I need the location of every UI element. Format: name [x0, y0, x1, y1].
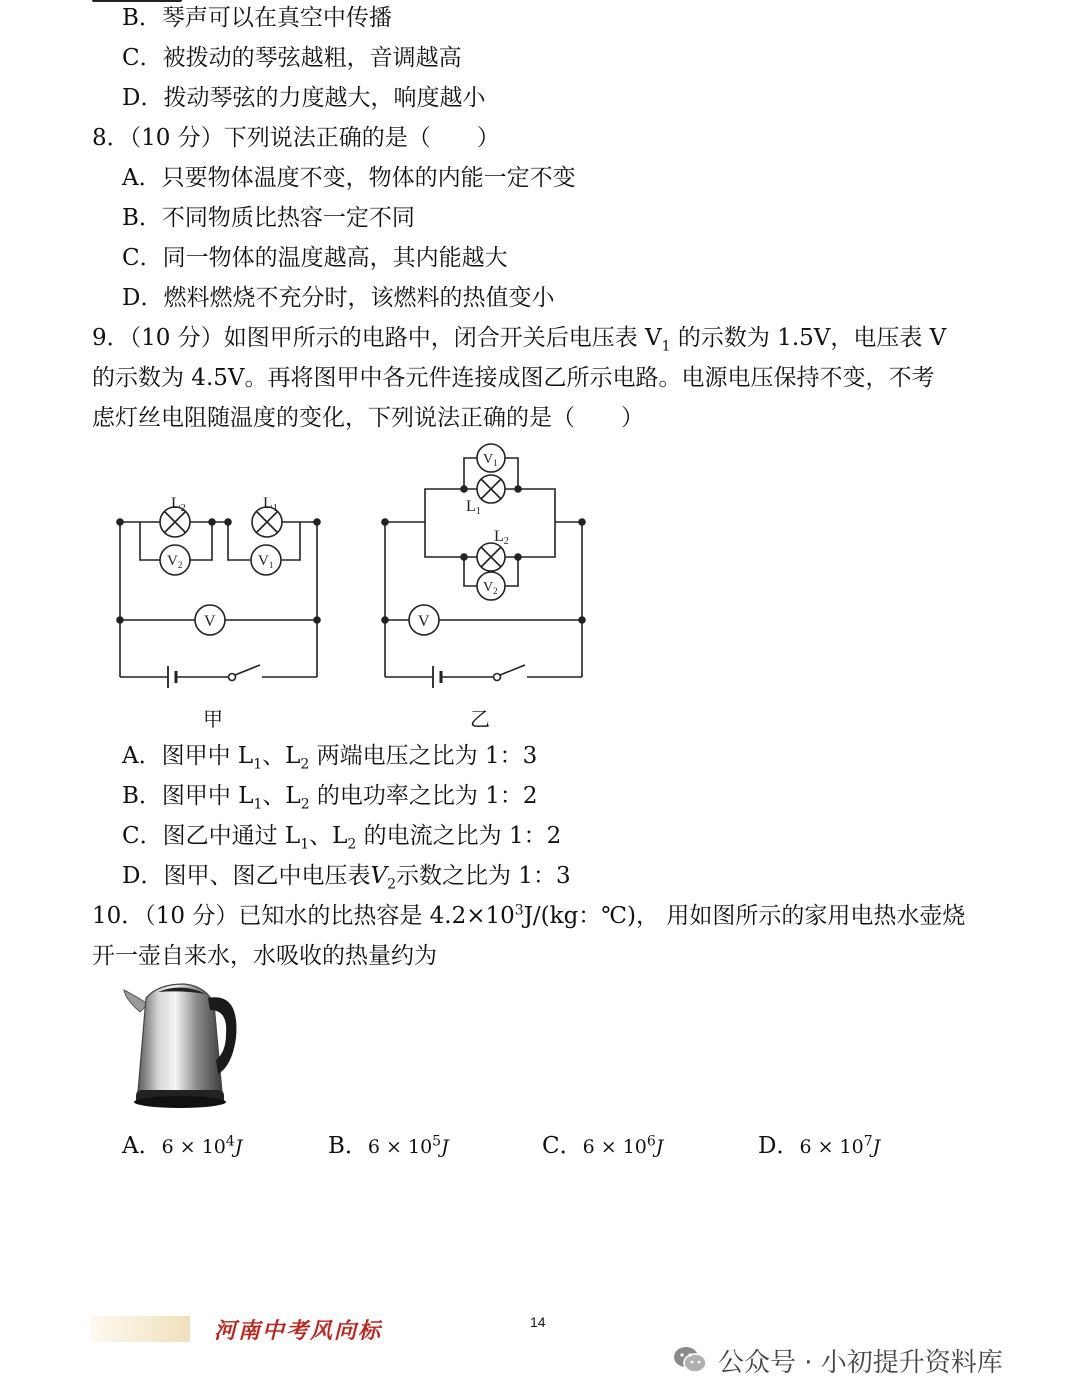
q9-option-a: A．图甲中 $L_1$、$L_2$ 两端电压之比为 1：3 [122, 743, 538, 773]
q9-stem-line3: 虑灯丝电阻随温度的变化，下列说法正确的是（ ） [92, 405, 644, 431]
electric-kettle-image [118, 978, 246, 1118]
q8-option-a: A．只要物体温度不变，物体的内能一定不变 [122, 165, 576, 191]
switch-icon [494, 665, 526, 681]
svg-text:L2: L2 [494, 528, 509, 547]
q8-option-c: C．同一物体的温度越高，其内能越大 [122, 245, 508, 271]
page-number: 14 [530, 1314, 546, 1330]
brand-logo-text: 河南中考风向标 [214, 1318, 383, 1344]
svg-text:V1: $V_1$ [483, 452, 498, 468]
wechat-icon [672, 1345, 708, 1375]
battery-icon [433, 666, 441, 688]
q9-stem-line1: 9．（10 分）如图甲所示的电路中，闭合开关后电压表 $V_1$ 的示数为 1.5V，电压表 V [92, 325, 947, 355]
q7-option-c: C．被拨动的琴弦越粗，音调越高 [122, 45, 462, 71]
q7-option-d: D．拨动琴弦的力度越大，响度越小 [122, 85, 486, 111]
q10-option-a: A．$6 \times 10^4J$ [122, 1133, 243, 1159]
q10-option-d: D．$6 \times 10^7J$ [758, 1133, 881, 1159]
svg-text:L2: L2 [171, 495, 186, 514]
svg-text:V: V [204, 613, 216, 630]
q9-option-c: C．图乙中通过 $L_1$、$L_2$ 的电流之比为 1：2 [122, 823, 562, 853]
wechat-watermark [672, 1340, 1003, 1380]
lamp-l1-icon [477, 475, 505, 503]
svg-text:V1: $V_1$ [258, 553, 274, 570]
figure-label-jia: 甲 [203, 707, 223, 731]
battery-icon [168, 666, 176, 688]
q7-option-b: B．琴声可以在真空中传播 [122, 5, 392, 31]
figure-label-yi: 乙 [470, 707, 490, 731]
circuit-diagram-jia [100, 480, 340, 700]
q8-option-d: D．燃料燃烧不充分时，该燃料的热值变小 [122, 285, 555, 311]
svg-text:L1: L1 [263, 495, 278, 514]
q9-option-b: B．图甲中 $L_1$、$L_2$ 的电功率之比为 1：2 [122, 783, 538, 813]
wechat-account-name: 公众号 · 小初提升资料库 [718, 1347, 1003, 1378]
q9-stem-line2: 的示数为 4.5V。再将图甲中各元件连接成图乙所示电路。电源电压保持不变，不考 [92, 365, 935, 391]
q8-stem: 8．（10 分）下列说法正确的是（ ） [92, 125, 500, 151]
circuit-diagram-yi [365, 440, 605, 702]
q9-option-d: D．图甲、图乙中电压表$V_2$示数之比为 1：3 [122, 863, 571, 893]
q10-option-b: B．$6 \times 10^5J$ [328, 1133, 449, 1159]
lamp-l2-icon [477, 543, 505, 571]
q10-stem-line2: 开一壶自来水，水吸收的热量约为 [92, 943, 437, 969]
switch-icon [229, 665, 261, 681]
svg-text:V2: $V_2$ [167, 553, 183, 570]
q8-option-b: B．不同物质比热容一定不同 [122, 205, 415, 231]
svg-text:V2: $V_2$ [483, 580, 498, 596]
svg-text:V: V [418, 613, 430, 630]
q10-option-c: C．$6 \times 10^6J$ [542, 1133, 664, 1159]
svg-text:L1: L1 [466, 498, 481, 517]
brand-decoration [90, 1316, 190, 1342]
q10-stem-line1: 10．（10 分）已知水的比热容是 $4.2\times 10^3J/(kg$：℃)， 用如图所示的家用电热水壶烧 [92, 902, 966, 929]
